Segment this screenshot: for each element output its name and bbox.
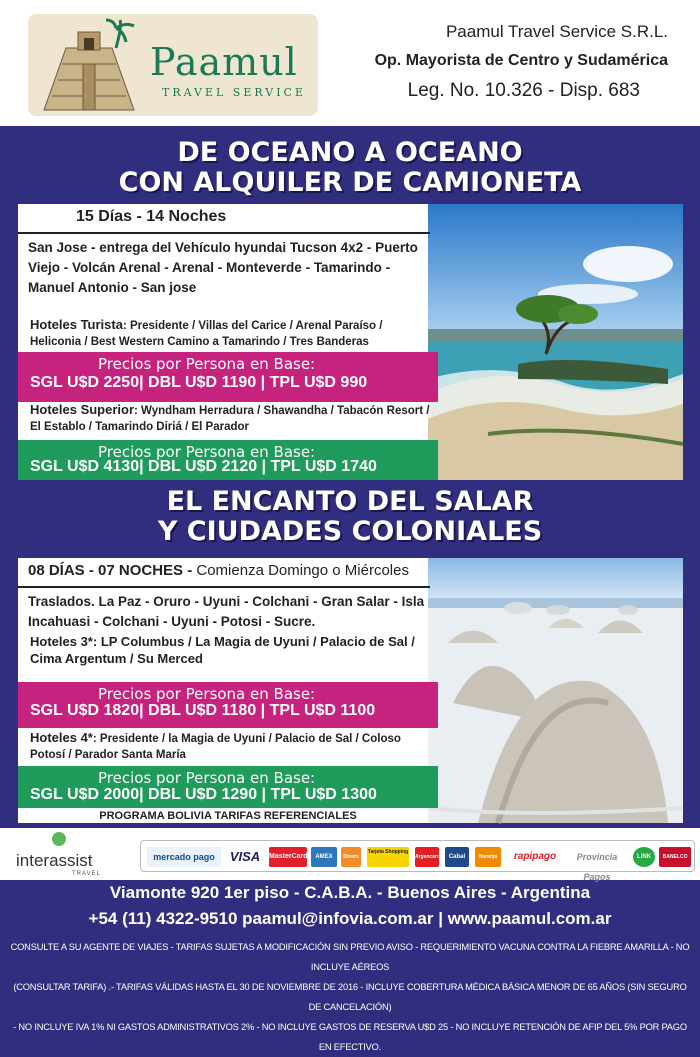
package1-hotels-tourist (30, 317, 430, 350)
package2-title-line1: EL ENCANTO DEL SALAR (166, 486, 534, 517)
legal-line-1: CONSULTE A SU AGENTE DE VIAJES - TARIFAS SUJETAS A MODIFICACIÓN SIN PREVIO AVISO - REQUERIMIENTO VACUNA CONTRA LA FIEBRE AMARILLA - NO INCLUYE AÉREOS (10, 942, 690, 972)
package1-duration: 15 Días - 14 Noches (76, 208, 227, 225)
hotels-3-list: : LP Columbus / La Magia de Uyuni / Palacio de Sal / Cima Argentum / Su Merced (30, 634, 415, 666)
package2-price-3 (18, 682, 438, 728)
package2-duration-row (28, 562, 409, 579)
diners-logo: Diners (341, 847, 361, 867)
mercadopago-logo: mercado pago (147, 847, 221, 867)
price-label: Precios por Persona en Base: (98, 685, 316, 703)
tarjeta-shopping-logo: Tarjeta Shopping (367, 847, 409, 867)
package1-title-line2: CON ALQUILER DE CAMIONETA (118, 167, 582, 198)
package2-hotels-4 (30, 730, 430, 763)
company-name: Paamul Travel Service S.R.L. (445, 22, 668, 41)
payments-strip (0, 828, 700, 880)
package2-text (18, 558, 430, 823)
legal-line-2: (CONSULTAR TARIFA) .- TARIFAS VÁLIDAS HASTA EL 30 DE NOVIEMBRE DE 2016 - INCLUYE COBERTURA MÉDICA BÁSICA MENOR DE 65 AÑOS (SIN SEGURO DE CANCELACIÓN) (13, 982, 687, 1012)
company-operator: Op. Mayorista de Centro y Sudamérica (374, 52, 668, 69)
argencard-logo: Argencard (415, 847, 439, 867)
package1-text (18, 204, 430, 480)
provincia-pagos-logo: Provincia Pagos (576, 852, 618, 882)
package1-title-line1: DE OCEANO A OCEANO (177, 137, 523, 168)
price-label: Precios por Persona en Base: (98, 443, 316, 461)
package2-departure: Comienza Domingo o Miércoles (192, 562, 409, 579)
logo-subtitle: TRAVEL SERVICE (162, 86, 306, 99)
divider (18, 232, 430, 234)
paamul-logo (28, 14, 318, 116)
hotels-4-label: Hoteles 4* (30, 730, 93, 745)
hotels-superior-list: : Wyndham Herradura / Shawandha / Tabacón Resort / El Establo / Tamarindo Diriá / El Parador (30, 405, 430, 433)
price-label: Precios por Persona en Base: (98, 355, 316, 373)
package2-duration: 08 DÍAS - 07 NOCHES - (28, 562, 193, 579)
company-legajo: Leg. No. 10.326 - Disp. 683 (407, 80, 640, 101)
header (0, 0, 700, 126)
interassist-sub: TRAVEL (72, 871, 101, 877)
package1-price-superior (18, 440, 438, 480)
banelco-logo: BANELCO (659, 847, 691, 867)
amex-logo: AMEX (311, 847, 337, 867)
rapipago-logo: rapipago (513, 851, 557, 862)
package2-hotels-3 (30, 634, 430, 668)
visa-logo: VISA (229, 849, 261, 864)
globe-icon (52, 832, 66, 846)
payment-logos (140, 840, 695, 882)
interassist-logo: interassist (16, 851, 93, 870)
package2-card (18, 558, 683, 823)
price-values: SGL U$D 1820| DBL U$D 1180 | TPL U$D 1100 (30, 702, 376, 719)
beach-photo (428, 204, 683, 480)
price-values: SGL U$D 4130| DBL U$D 2120 | TPL U$D 1740 (30, 458, 377, 475)
footer-address: Viamonte 920 1er piso - C.A.B.A. - Buenos Aires - Argentina (109, 883, 591, 902)
divider (18, 586, 430, 588)
footer-legal (8, 937, 692, 1057)
footer-contact: +54 (11) 4322-9510 paamul@infovia.com.ar | www.paamul.com.ar (88, 909, 612, 928)
hotels-tourist-label: Hoteles Turista (30, 317, 123, 332)
hotels-4-list: : Presidente / la Magia de Uyuni / Palacio de Sal / Coloso Potosí / Parador Santa María (30, 733, 401, 761)
package1-itinerary: San Jose - entrega del Vehículo hyundai Tucson 4x2 - Puerto Viejo - Volcán Arenal - Arenal - Monteverde - Tamarindo - Manuel Antonio - San jose (28, 240, 418, 295)
salt-flats-photo (428, 558, 683, 823)
package1-price-tourist (18, 352, 438, 402)
package2-itinerary: Traslados. La Paz - Oruro - Uyuni - Colchani - Gran Salar - Isla Incahuasi - Colchani - Uyuni - Potosi - Sucre. (28, 594, 425, 629)
package1-card (18, 204, 683, 480)
price-values: SGL U$D 2000| DBL U$D 1290 | TPL U$D 1300 (30, 786, 377, 803)
legal-line-3: - NO INCLUYE IVA 1% NI GASTOS ADMINISTRATIVOS 2% - NO INCLUYE GASTOS DE RESERVA U$D 25 - NO INCLUYE RETENCIÓN DE AFIP DEL 5% POR PAGO EN EFECTIVO. (13, 1022, 687, 1052)
hotels-tourist-list: : Presidente / Villas del Carice / Arenal Paraíso / Heliconia / Best Western Camino a Tamarindo / Tres Banderas (30, 320, 383, 348)
package2-reference: PROGRAMA BOLIVIA TARIFAS REFERENCIALES (99, 810, 357, 822)
logo-name: Paamul (150, 40, 298, 84)
naranja-logo: Naranja (475, 847, 501, 867)
hotels-3-label: Hoteles 3* (30, 634, 93, 649)
price-label: Precios por Persona en Base: (98, 769, 316, 787)
pyramid-icon (34, 18, 144, 114)
mastercard-logo: MasterCard (269, 847, 307, 867)
hotels-superior-label: Hoteles Superior (30, 402, 135, 417)
package2-title-line2: Y CIUDADES COLONIALES (157, 516, 543, 547)
link-logo: LINK (633, 847, 655, 867)
package2-price-4 (18, 766, 438, 808)
package1-hotels-superior (30, 402, 430, 435)
cabal-logo: Cabal (445, 847, 469, 867)
price-values: SGL U$D 2250| DBL U$D 1190 | TPL U$D 990 (30, 374, 368, 391)
